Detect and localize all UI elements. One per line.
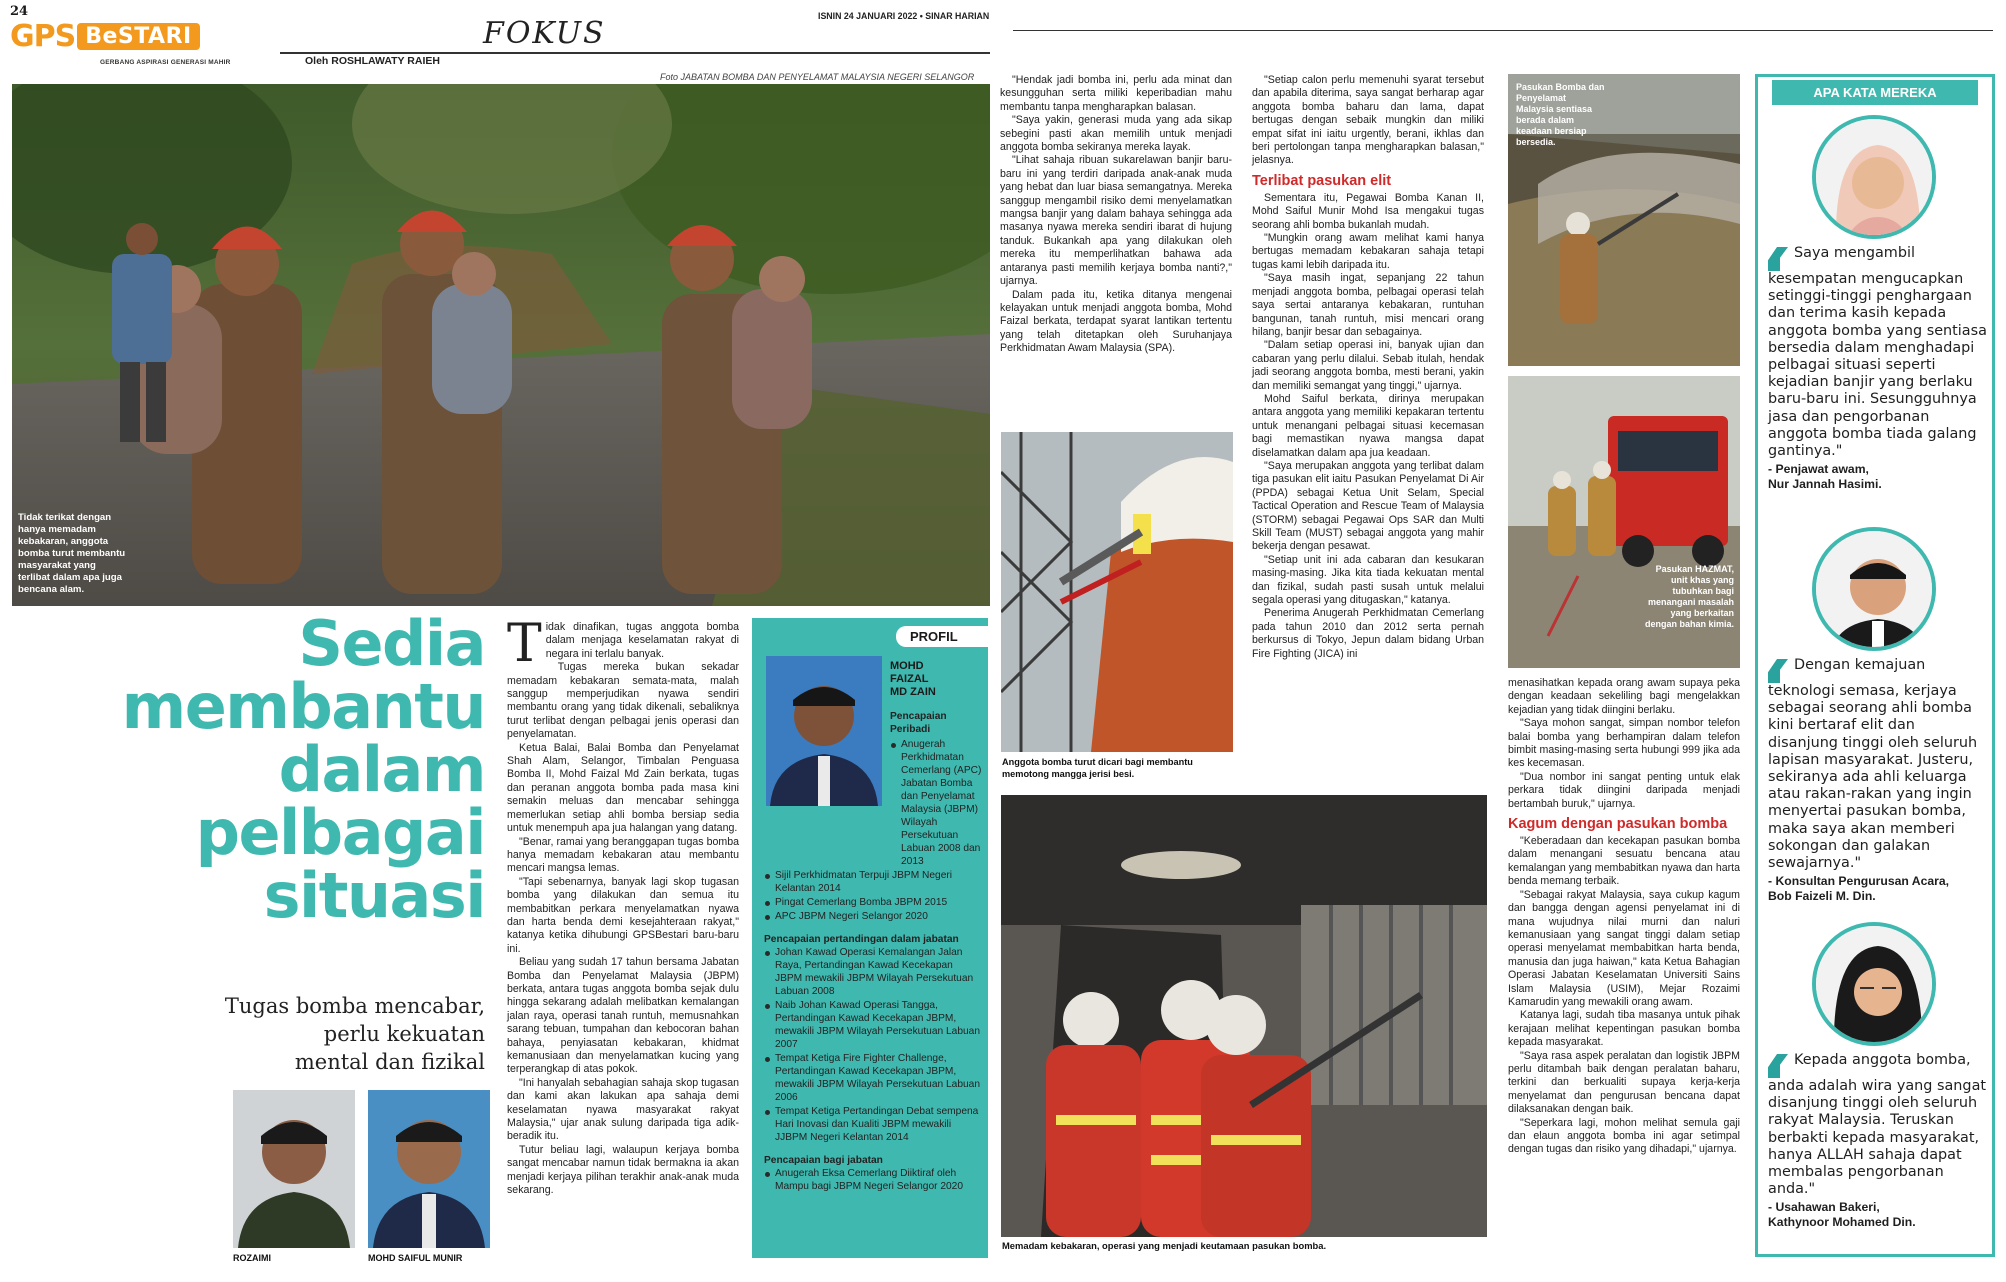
- team-achievements: [764, 1167, 982, 1193]
- portrait-rozaimi: [233, 1090, 355, 1248]
- paragraph: "Setiap calon perlu memenuhi syarat tersebut dan apabila diterima, saya sangat berharap agar anggota bomba baharu dan lama, dapat bertugas dengan sebaik mungkin dan miliki empat sifat ini iaitu urgently, berani, ikhlas dan beri pertolongan tanpa mengharapkan balasan," jelasnya.: [1252, 74, 1484, 167]
- brand-tagline: GERBANG ASPIRASI GENERASI MAHIR: [100, 59, 231, 66]
- right-photo1-caption: Pasukan Bomba dan Penyelamat Malaysia sentiasa berada dalam keadaan bersiap bersedia.: [1516, 82, 1605, 147]
- avatar-nur-jannah: [1812, 115, 1936, 239]
- personal-achievements-cont: [764, 869, 982, 923]
- paragraph: menasihatkan kepada orang awam supaya peka dengan keadaan sekeliling bagi mengelakkan kejadian yang tidak diingini berlaku.: [1508, 677, 1740, 716]
- headline-line-1: Sedia: [298, 607, 485, 680]
- headline: [100, 607, 485, 932]
- main-photo: [12, 84, 990, 606]
- paragraph: "Mungkin orang awam melihat kami hanya bertugas memadam kebakaran sahaja tetapi tugas kami lebih daripada itu.: [1252, 232, 1484, 271]
- profile-personal: [890, 710, 982, 736]
- section-title: FOKUS: [483, 16, 606, 51]
- article-column-4: [1508, 677, 1740, 1157]
- quote-3: [1768, 1052, 1988, 1230]
- page-number: 24: [10, 4, 29, 19]
- brand-logo: [10, 18, 200, 54]
- photo-grass-fire: [1508, 74, 1740, 366]
- achievement-item: APC JBPM Negeri Selangor 2020: [764, 910, 982, 923]
- personal-achievements: [764, 738, 982, 868]
- brand-bestari: BeSTARI: [77, 23, 200, 50]
- quote-2-text: Dengan kemajuan teknologi semasa, kerjaya sebagai seorang ahli bomba kini bertaraf elit dan disanjung tinggi oleh seluruh lapisan masyarakat. Justeru, sekiranya ada ahli keluarga atau rakan-rakan yang ingin menyertai pasukan bomba, maka saya akan memberi sokongan dan galakan sewajarnya.": [1768, 657, 1978, 872]
- photo-cutting-padlock: [1001, 432, 1233, 752]
- headline-line-3: dalam: [278, 733, 485, 806]
- quote-2-name-2: Bob Faizeli M. Din.: [1768, 889, 1876, 904]
- header-rule-right: [1013, 30, 1993, 31]
- paragraph: Penerima Anugerah Perkhidmatan Cemerlang pada tahun 2010 dan 2012 serta pernah berkursus di Tokyo, Jepun dalam bidang Urban Fire Fighting (JICA) ini: [1252, 607, 1484, 660]
- quote-1-text: Saya mengambil kesempatan mengucapkan setinggi-tinggi penghargaan dan terima kasih kepada anggota bomba yang sentiasa bersedia dalam menghadapi pelbagai situasi seperti kejadian banjir yang berlaku baru-baru ini. Sesungguhnya jasa dan pengorbanan anggota bomba tiada galang gantinya.": [1768, 245, 1987, 460]
- subheadline-line-2: perlu kekuatan: [323, 1022, 485, 1046]
- photo-credit: Foto JABATAN BOMBA DAN PENYELAMAT MALAYSIA NEGERI SELANGOR: [660, 72, 975, 82]
- headline-line-2: membantu: [121, 670, 485, 743]
- achievement-item: Anugerah Eksa Cemerlang Diiktiraf oleh Mampu bagi JBPM Negeri Selangor 2020: [764, 1167, 982, 1193]
- achievement-item: Pingat Cemerlang Bomba JBPM 2015: [764, 896, 982, 909]
- paragraph: "Benar, ramai yang beranggapan tugas bomba hanya memadam kebakaran atau membantu mencari mangsa lemas.: [507, 835, 739, 875]
- article-column-3: [1252, 74, 1484, 661]
- quote-1-name-1: - Penjawat awam,: [1768, 462, 1869, 477]
- achievement-item: Sijil Perkhidmatan Terpuji JBPM Negeri Kelantan 2014: [764, 869, 982, 895]
- main-photo-caption: Tidak terikat dengan hanya memadam kebakaran, anggota bomba turut membantu masyarakat yang terlibat dalam apa juga bencana alam.: [18, 512, 126, 595]
- quote-2: [1768, 657, 1988, 904]
- subheadline-line-1: Tugas bomba mencabar,: [224, 994, 485, 1018]
- quote-3-name-1: - Usahawan Bakeri,: [1768, 1200, 1880, 1215]
- bottom-photo-caption: Memadam kebakaran, operasi yang menjadi keutamaan pasukan bomba.: [1002, 1240, 1327, 1251]
- lead-paragraph: Tidak dinafikan, tugas anggota bomba dalam menjaga keselamatan rakyat di negara ini terlalu banyak.: [507, 614, 739, 674]
- paragraph: "Lihat sahaja ribuan sukarelawan banjir baru-baru ini yang terdiri daripada anak-anak muda yang hebat dan luar biasa semangatnya. Mereka sanggup mengambil risiko demi menyelamatkan mangsa banjir yang dalam bahaya sehingga ada masanya nyawa mereka sendiri ibarat di hujung tanduk. Bukankah apa yang dilakukan oleh mereka itu memperlihatkan bahawa ada antaranya pasti memilih kerjaya bomba nanti?," ujarnya.: [1000, 154, 1232, 288]
- paragraph: "Tapi sebenarnya, banyak lagi skop tugasan bomba yang dilakukan dan semua itu membabitkan perkara menyelamatkan nyawa dan harta benda demi kesejahteraan rakyat," katanya ketika dihubungi GPSBestari baru-baru ini.: [507, 875, 739, 955]
- paragraph: Katanya lagi, sudah tiba masanya untuk pihak kerajaan melihat kepentingan pasukan bomba kepada masyarakat.: [1508, 1009, 1740, 1049]
- header-rule: [280, 52, 990, 54]
- headline-line-5: situasi: [263, 859, 485, 932]
- paragraph: "Saya yakin, generasi muda yang ada sikap sebegini pasti akan memilih untuk menjadi anggota bomba sekiranya mereka layak.: [1000, 114, 1232, 154]
- headline-line-4: pelbagai: [195, 796, 485, 869]
- article-column-2: [1000, 74, 1232, 356]
- portrait-name-saiful: MOHD SAIFUL MUNIR: [368, 1253, 463, 1263]
- profile-competition-title: Pencapaian pertandingan dalam jabatan: [764, 934, 959, 945]
- achievement-item: Tempat Ketiga Pertandingan Debat sempena Hari Inovasi dan Kualiti JBPM mewakili JJBPM Negeri Kelantan 2014: [764, 1105, 982, 1144]
- profile-team-title: Pencapaian bagi jabatan: [764, 1155, 883, 1166]
- sidebar-box: [1755, 74, 1995, 1257]
- paragraph: "Setiap unit ini ada cabaran dan kesukaran masing-masing. Jika kita tiada kekuatan mental dan fizikal, sudah pasti susah untuk melalui segala operasi yang ditugaskan," katanya.: [1252, 553, 1484, 607]
- subhead-admire: Kagum dengan pasukan bomba: [1508, 816, 1728, 833]
- paragraph: "Dua nombor ini sangat penting untuk elak perkara tidak diingini daripada menjadi bertambah buruk," ujarnya.: [1508, 770, 1740, 810]
- paragraph: "Saya rasa aspek peralatan dan logistik JBPM perlu ditambah baik dengan peralatan baharu, terkini dan berkualiti supaya kerja-kerja menyelamat dan pengurusan bencana dapat dilaksanakan dengan baik.: [1508, 1049, 1740, 1116]
- paragraph: "Keberadaan dan kecekapan pasukan bomba dalam menangani sesuatu bencana atau kemalangan yang membabitkan nyawa dan harta benda memang terbaik.: [1508, 835, 1740, 888]
- avatar-kathynoor: [1812, 922, 1936, 1046]
- achievement-item: Tempat Ketiga Fire Fighter Challenge, Pertandingan Kawad Kecekapan JBPM, mewakili JBPM Wilayah Persekutuan Labuan 2006: [764, 1052, 982, 1104]
- paragraph: "Sebagai rakyat Malaysia, saya cukup kagum dan bangga dengan agensi penyelamat ini di mana wujudnya nilai murni dan naluri kemanusiaan yang sangat tinggi dalam setiap operasi menyelamat membabitkan harta benda, manusia dan juga haiwan," kata Ketua Bahagian Operasi Jabatan Keselamatan Universiti Sains Islam Malaysia (USIM), Mejar Rozaimi Kamarudin yang mewakili orang awam.: [1508, 888, 1740, 1008]
- quote-2-name-1: - Konsultan Pengurusan Acara,: [1768, 874, 1950, 889]
- quote-3-text: Kepada anggota bomba, anda adalah wira yang sangat disanjung tinggi oleh seluruh rakyat Malaysia. Teruskan berbakti kepada masyarakat, hanya ALLAH sahaja dapat membalas pengorbanan anda.": [1768, 1052, 1987, 1198]
- paragraph: Mohd Saiful berkata, dirinya merupakan antara anggota yang memiliki kepakaran tertentu untuk menangani pelbagai situasi kecemasan bagi memastikan nyawa mangsa dapat diselamatkan dalam apa jua keadaan.: [1252, 392, 1484, 459]
- quote-mark-icon: [1768, 1054, 1788, 1078]
- subheadline: [160, 992, 485, 1076]
- paragraph: Ketua Balai, Balai Bomba dan Penyelamat Shah Alam, Selangor, Timbalan Penguasa Bomba II, Mohd Faizal Md Zain berkata, tugas dan peranan anggota bomba pada masa kini semakin meluas dan mencabar sehingga memerlukan setiap ahli bomba bersiap sedia untuk menempuh apa jua halangan yang datang.: [507, 741, 739, 835]
- paragraph: Sementara itu, Pegawai Bomba Kanan II, Mohd Saiful Munir Mohd Isa mengakui tugas seorang ahli bomba bukanlah mudah.: [1252, 191, 1484, 231]
- portrait-saiful: [368, 1090, 490, 1248]
- paragraph: "Saya masih ingat, sepanjang 22 tahun menjadi anggota bomba, pelbagai operasi telah saya sertai antaranya kebakaran, runtuhan bangunan, tanah runtuh, misi mencari orang hilang, banjir besar dan sebagainya.: [1252, 272, 1484, 338]
- drop-cap: T: [507, 614, 542, 674]
- achievement-item: Johan Kawad Operasi Kemalangan Jalan Raya, Pertandingan Kawad Kecekapan JBPM mewakili JBPM Wilayah Persekutuan Labuan 2008: [764, 946, 982, 998]
- quote-1: [1768, 245, 1988, 492]
- portrait-name-rozaimi: ROZAIMI: [233, 1253, 271, 1263]
- paragraph: "Dalam setiap operasi ini, banyak ujian dan cabaran yang perlu dilalui. Sebab itulah, hendak jadi seorang anggota bomba, mesti berani, yakin dan memiliki semangat yang tinggi," ujarnya.: [1252, 339, 1484, 392]
- quote-1-name-2: Nur Jannah Hasimi.: [1768, 477, 1882, 492]
- quote-mark-icon: [1768, 659, 1788, 683]
- paragraph: Tutur beliau lagi, walaupun kerjaya bomba sangat mencabar namun tidak bermakna ia akan menjadi kerjaya pilihan terakhir anak-anak muda sekarang.: [507, 1143, 739, 1197]
- avatar-bob-faizeli: [1812, 527, 1936, 651]
- paragraph: Tugas mereka bukan sekadar memadam kebakaran semata-mata, malah sanggup memperjudikan nyawa sendiri membantu orang yang tidak dikenali, sebaliknya turut terlibat dengan pelbagai jenis operasi dan penyelamatan.: [507, 661, 739, 741]
- paragraph: "Seperkara lagi, mohon melihat semula gaji dan elaun anggota bomba ini agar setimpal dengan tugas dan risiko yang dihadapi," ujarnya.: [1508, 1116, 1740, 1156]
- profile-list: [764, 738, 982, 1194]
- dateline: ISNIN 24 JANUARI 2022 • SINAR HARIAN: [818, 11, 990, 21]
- byline: Oleh ROSHLAWATY RAIEH: [305, 55, 440, 67]
- paragraph: "Ini hanyalah sebahagian sahaja skop tugasan dan kami akan lakukan apa sahaja demi keselamatan nyawa masyarakat rakyat Malaysia," ujar anak sulung daripada tiga adik-beradik itu.: [507, 1076, 739, 1143]
- paragraph: "Saya mohon sangat, simpan nombor telefon balai bomba yang berhampiran dalam telefon bimbit masing-masing serta hubungi 999 jika ada kes kecemasan.: [1508, 717, 1740, 770]
- profile-name: MOHD FAIZAL MD ZAIN: [890, 660, 936, 698]
- paragraph: "Hendak jadi bomba ini, perlu ada minat dan kesungguhan serta miliki keperibadian mahu membantu tanpa mengharapkan balasan.: [1000, 74, 1232, 113]
- paragraph: "Saya merupakan anggota yang terlibat dalam tiga pasukan elit iaitu Pasukan Penyelamat Di Air (PPDA) sebagai Ketua Unit Selam, Special Tactical Operation and Rescue Team of Malaysia (STORM) sebagai Pegawai Ops SAR dan Multi Skill Team (MUST) sebagai anggota yang mahir bekerja dengan pesawat.: [1252, 459, 1484, 553]
- paragraph: Beliau yang sudah 17 tahun bersama Jabatan Bomba dan Penyelamat Malaysia (JBPM) berkata, antara tugas anggota bomba sejak dulu hingga sekarang adalah melibatkan kemalangan jalan raya, operasi tanah runtuh, memusnahkan sarang tebuan, tumpahan dan kebocoran bahan bahaya, penyiasatan kebakaran, khidmat kemanusiaan dan menyelamatkan kucing yang terperangkap di atas pokok.: [507, 956, 739, 1076]
- paragraph: Dalam pada itu, ketika ditanya mengenai kelayakan untuk menjadi anggota bomba, Mohd Faizal berkata, terdapat syarat lantikan tertentu yang telah ditetapkan oleh Suruhanjaya Perkhidmatan Awam Malaysia (SPA).: [1000, 288, 1232, 355]
- quote-mark-icon: [1768, 247, 1788, 271]
- profile-label: PROFIL: [896, 626, 988, 647]
- quote-3-name-2: Kathynoor Mohamed Din.: [1768, 1215, 1916, 1230]
- achievement-item: Anugerah Perkhidmatan Cemerlang (APC) Jabatan Bomba dan Penyelamat Malaysia (JBPM) Wilayah Persekutuan Labuan 2008 dan 2013: [890, 738, 982, 868]
- subhead-elite: Terlibat pasukan elit: [1252, 172, 1392, 189]
- photo-hazmat: [1508, 376, 1740, 668]
- photo-firefighting: [1001, 795, 1487, 1237]
- brand-gps: GPS: [10, 18, 76, 54]
- profile-box: [752, 618, 988, 1258]
- sidebar-title: APA KATA MEREKA: [1772, 80, 1978, 105]
- competition-achievements: [764, 946, 982, 1144]
- subheadline-line-3: mental dan fizikal: [294, 1050, 485, 1074]
- right-photo2-caption: Pasukan HAZMAT, unit khas yang tubuhkan bagi menangani masalah yang berkaitan dengan bahan kimia.: [1644, 564, 1734, 629]
- mid-photo-caption: Anggota bomba turut dicari bagi membantu memotong mangga jerisi besi.: [1002, 757, 1193, 779]
- article-column-1: [507, 614, 739, 1197]
- profile-personal-title: Pencapaian Peribadi: [890, 711, 947, 735]
- achievement-item: Naib Johan Kawad Operasi Tangga, Pertandingan Kawad Kecekapan JBPM, mewakili JBPM Wilayah Persekutuan Labuan 2007: [764, 999, 982, 1051]
